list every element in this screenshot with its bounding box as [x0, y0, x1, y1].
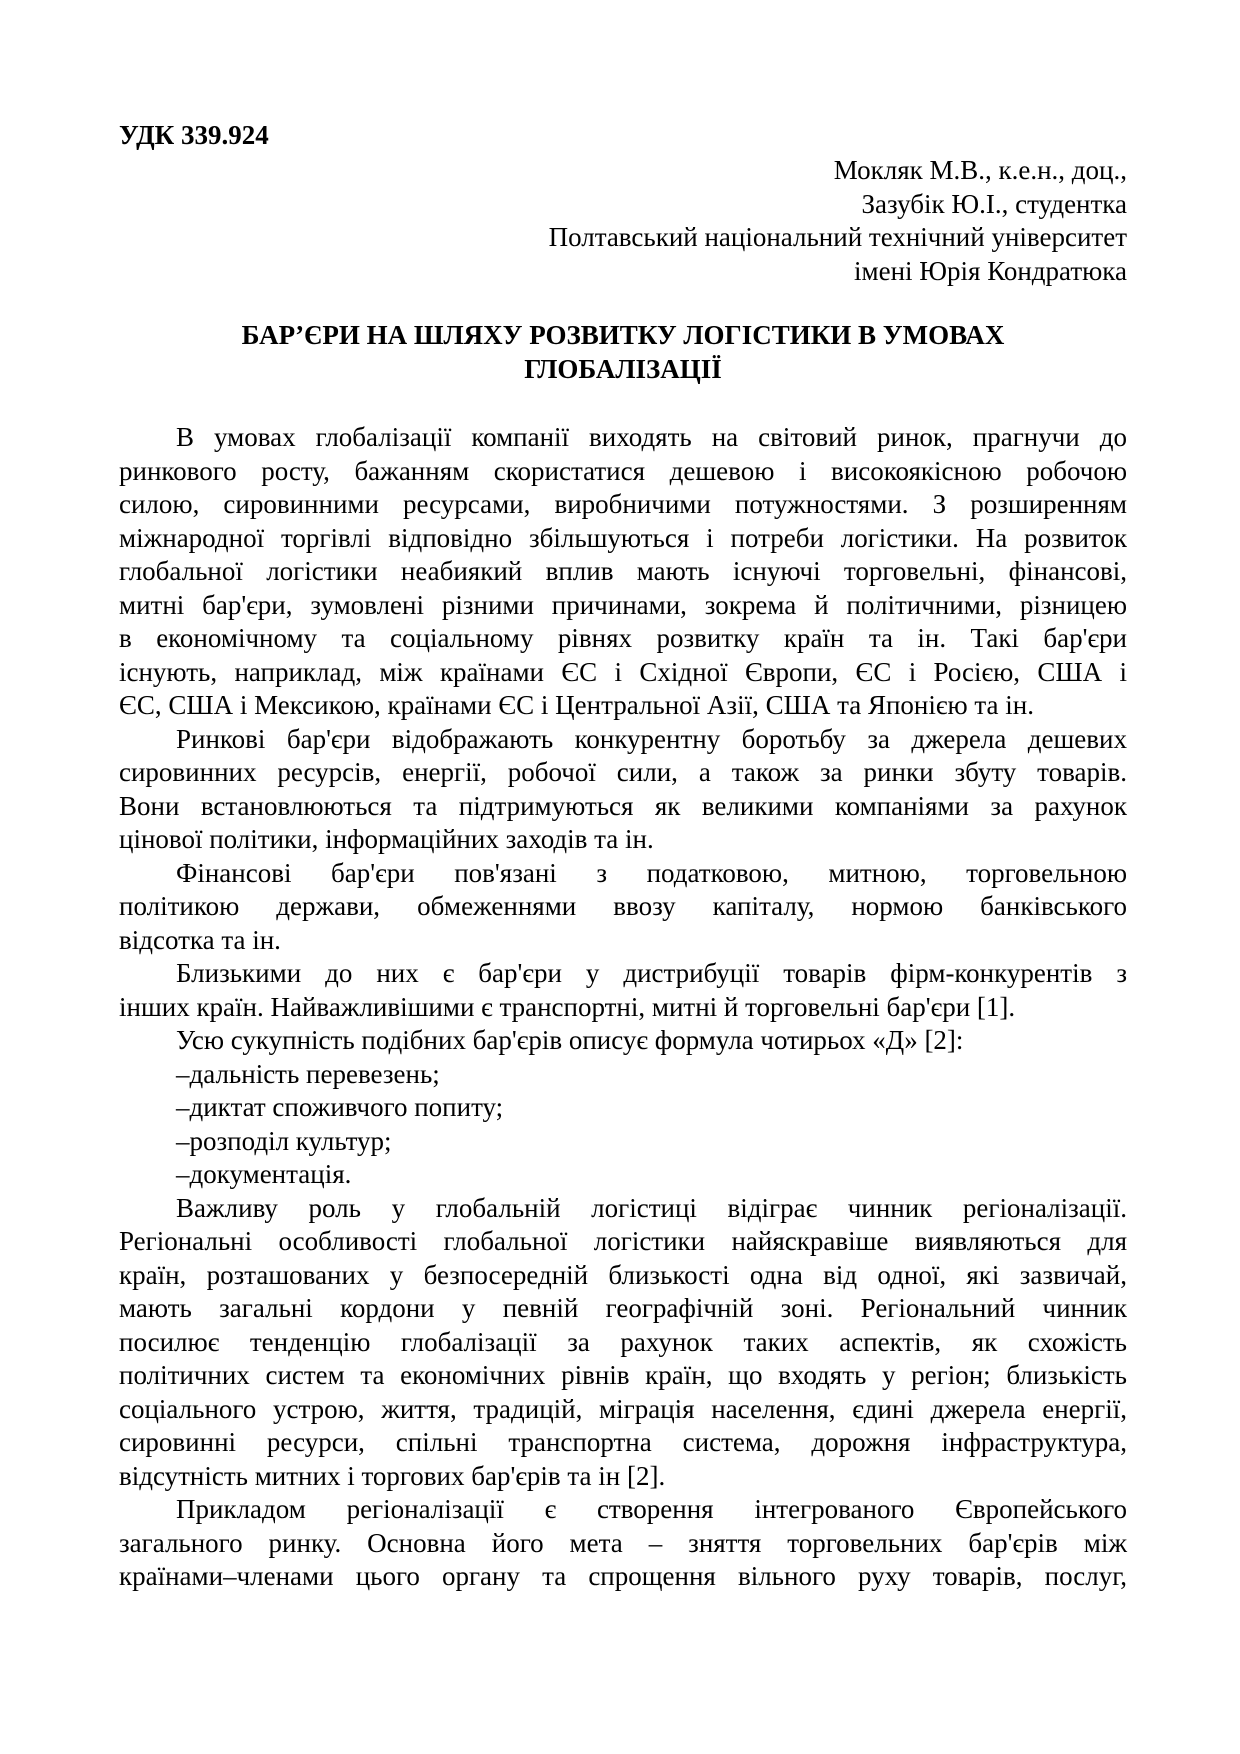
text-line: сировинних ресурсів, енергії, робочої сили, а також за ринки збуту товарів.: [119, 757, 1127, 787]
text-line: інших країн. Найважливішими є транспортні, митні й торговельні бар'єри [1].: [119, 991, 1016, 1022]
paragraph: [119, 1493, 1127, 1594]
text-line: силою, сировинними ресурсами, виробничими потужностями. З розширенням: [119, 489, 1127, 519]
text-line: мають загальні кордони у певній географічній зоні. Регіональний чинник: [119, 1293, 1127, 1323]
text-line: Регіональні особливості глобальної логістики найяскравіше виявляються для: [119, 1226, 1127, 1256]
paragraph: [119, 957, 1127, 1024]
text-line: Прикладом регіоналізації є створення інтегрованого Європейського: [176, 1494, 1127, 1524]
title-line: ГЛОБАЛІЗАЦІЇ: [524, 354, 722, 384]
text-line: загального ринку. Основна його мета – зняття торговельних бар'єрів між: [119, 1527, 1127, 1558]
text-line: відсутність митних і торгових бар'єрів та ін [2].: [119, 1460, 666, 1491]
text-line: в економічному та соціальному рівнях розвитку країн та ін. Такі бар'єри: [119, 623, 1127, 653]
text-line: країн, розташованих у безпосередній близькості одна від одної, які зазвичай,: [119, 1259, 1127, 1290]
text-line: В умовах глобалізації компанії виходять на світовий ринок, прагнучи до: [176, 422, 1127, 452]
paragraph: [119, 1125, 1127, 1159]
text-line: відсотка та ін.: [119, 924, 281, 955]
text-line: Вони встановлюються та підтримуються як великими компаніями за рахунок: [119, 790, 1127, 821]
text-line: міжнародної торгівлі відповідно збільшуються і потреби логістики. На розвиток: [119, 522, 1127, 553]
text-line: цінової політики, інформаційних заходів та ін.: [119, 824, 654, 854]
paragraph: [119, 1192, 1127, 1494]
text-line: Близькими до них є бар'єри у дистрибуції товарів фірм-конкурентів з: [176, 958, 1127, 988]
text-line: політикою держави, обмеженнями ввозу капіталу, нормою банківського: [119, 891, 1127, 921]
affiliation-line: імені Юрія Кондратюка: [854, 255, 1127, 286]
text-line: –розподіл культур;: [176, 1125, 392, 1156]
text-line: –документація.: [176, 1159, 352, 1189]
text-line: Ринкові бар'єри відображають конкурентну боротьбу за джерела дешевих: [176, 723, 1127, 754]
text-line: Усю сукупність подібних бар'єрів описує формула чотирьох «Д» [2]:: [176, 1025, 964, 1055]
text-line: існують, наприклад, між країнами ЄС і Східної Європи, ЄС і Росією, США і: [119, 656, 1127, 687]
text-line: ЄС, США і Мексикою, країнами ЄС і Центральної Азії, США та Японією та ін.: [119, 690, 1034, 720]
text-line: митні бар'єри, зумовлені різними причинами, зокрема й політичними, різницею: [119, 589, 1127, 620]
affiliation-line: Полтавський національний технічний університет: [548, 222, 1127, 252]
author-line: Зазубік Ю.І., студентка: [861, 188, 1127, 219]
paragraph: [119, 723, 1127, 857]
text-line: –дальність перевезень;: [176, 1058, 440, 1089]
text-line: ринкового росту, бажанням скористатися дешевою і високоякісною робочою: [119, 455, 1127, 486]
paragraph: [119, 857, 1127, 958]
text-line: Фінансові бар'єри пов'язані з податковою, митною, торговельною: [176, 857, 1127, 888]
paragraph: [119, 1158, 1127, 1192]
title-line: БАР’ЄРИ НА ШЛЯХУ РОЗВИТКУ ЛОГІСТИКИ В УМОВАХ: [241, 320, 1005, 350]
text-line: соціального устрою, життя, традицій, міграція населення, єдині джерела енергії,: [119, 1393, 1127, 1424]
author-block: [549, 154, 1127, 288]
text-line: –диктат споживчого попиту;: [176, 1092, 504, 1122]
text-line: Важливу роль у глобальній логістиці відіграє чинник регіоналізації.: [176, 1192, 1127, 1223]
text-line: посилює тенденцію глобалізації за рахунок таких аспектів, як схожість: [119, 1326, 1127, 1357]
article-body: [119, 421, 1127, 1594]
text-line: глобальної логістики неабиякий вплив мають існуючі торговельні, фінансові,: [119, 556, 1127, 586]
author-line: Мокляк М.В., к.е.н., доц.,: [833, 155, 1127, 185]
article-title: [119, 318, 1127, 386]
udc-code: УДК 339.924: [119, 120, 269, 150]
paragraph: [119, 1024, 1127, 1058]
text-line: політичних систем та економічних рівнів країн, що входять у регіон; близькість: [119, 1360, 1127, 1390]
paragraph: [119, 1091, 1127, 1125]
text-line: країнами–членами цього органу та спрощення вільного руху товарів, послуг,: [119, 1561, 1127, 1591]
paragraph: [119, 1058, 1127, 1092]
text-line: сировинні ресурси, спільні транспортна система, дорожня інфраструктура,: [119, 1427, 1127, 1457]
paragraph: [119, 421, 1127, 723]
